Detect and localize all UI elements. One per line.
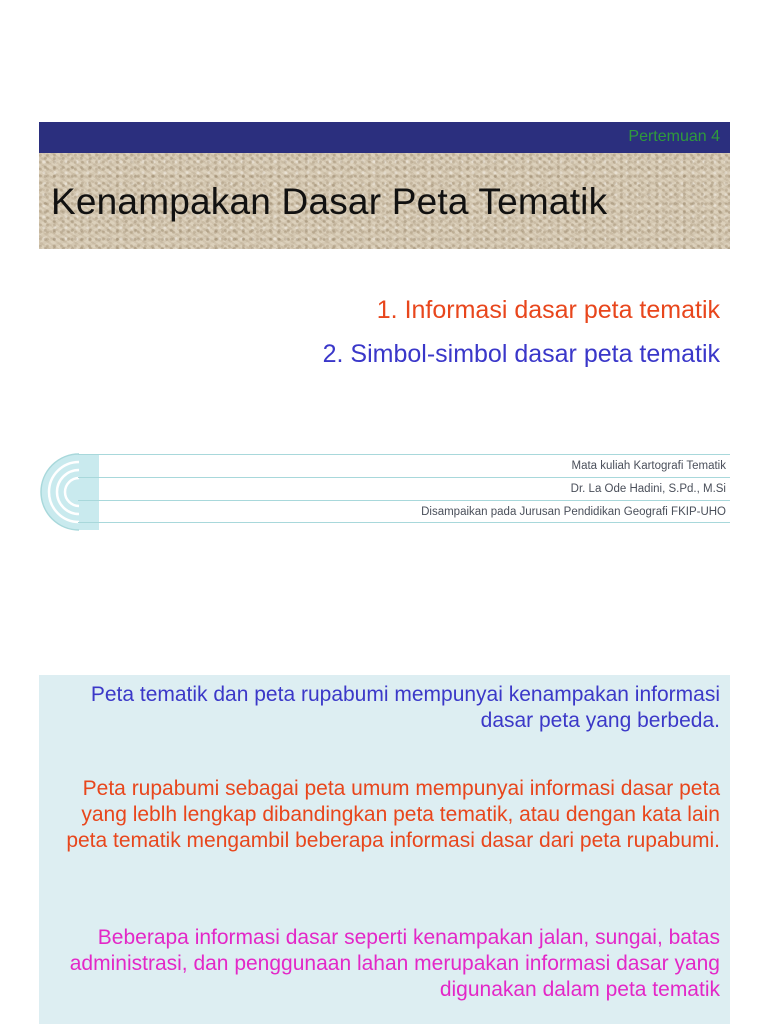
footer-lecturer: Dr. La Ode Hadini, S.Pd., M.Si (78, 477, 730, 500)
paragraph-3: Beberapa informasi dasar seperti kenampakan jalan, sungai, batas administrasi, dan penggunaan lahan merupakan informasi dasar yang digunakan dalam peta tematik (69, 926, 720, 1001)
paragraph-1: Peta tematik dan peta rupabumi mempunyai kenampakan informasi dasar peta yang berbeda. (90, 683, 720, 732)
session-label: Pertemuan 4 (628, 128, 720, 145)
title-banner (39, 153, 730, 249)
footer-course: Mata kuliah Kartografi Tematik (78, 454, 730, 477)
header-band (39, 122, 730, 153)
footer-department: Disampaikan pada Jurusan Pendidikan Geografi FKIP-UHO (78, 500, 730, 523)
paragraph-2: Peta rupabumi sebagai peta umum mempunyai informasi dasar peta yang leblh lengkap dibandingkan peta tematik, atau dengan kata lain peta tematik mengambil beberapa informasi dasar dari peta rupabumi. (66, 777, 720, 852)
slide-2 (39, 675, 730, 1024)
topic-item-2: 2. Simbol-simbol dasar peta tematik (322, 340, 720, 368)
slide-title: Kenampakan Dasar Peta Tematik (51, 181, 608, 222)
footer-info (78, 454, 730, 530)
topic-item-1: 1. Informasi dasar peta tematik (376, 296, 720, 324)
